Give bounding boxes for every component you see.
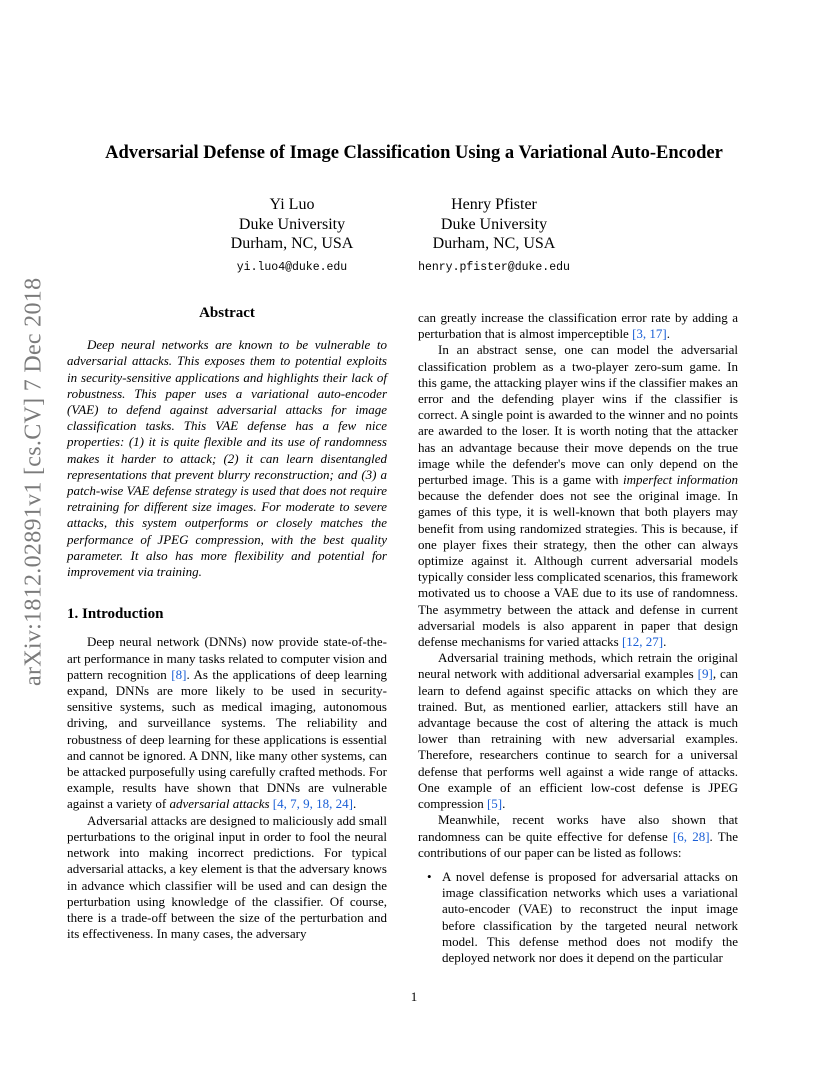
paragraph-text: . [663, 634, 667, 650]
author-block-2 [384, 195, 604, 277]
abstract-text: Deep neural networks are known to be vulnerable to adversarial attacks. This exposes them to potential exploits in security-sensitive applications and highlights their lack of robustness. This paper uses a variational auto-encoder (VAE) to defend against adversarial attacks for image classification tasks. This VAE defense has a few nice properties: (1) it is quite flexible and its use of randomness makes it harder to attack; (2) it can learn disentangled representations that prevent blurry reconstruction; and (3) a patch-wise VAE defense strategy is used that does not require retraining for different size images. For moderate to severe attacks, this system outperforms or closely matches the performance of JPEG compression, with the best quality parameter. It also has more flexibility and potential for improvement via training. [67, 337, 387, 580]
author-name: Henry Pfister [451, 196, 537, 213]
paragraph-text: Meanwhile, recent works have also shown that randomness can be quite effective for defense [418, 812, 738, 844]
intro-paragraph-5 [418, 812, 738, 861]
author-name: Yi Luo [269, 196, 315, 213]
intro-paragraph-3 [418, 342, 738, 650]
paragraph-text: because the defender does not see the original image. In games of this type, it is well-known that both players may benefit from using randomized strategies. This is because, if one player fixes their strategy, then the other can always optimize against it. Although current adversarial models typically consider less complicated scenarios, this framework motivated us to choose a VAE due to its use of randomness. The asymmetry between the attack and defense in current adversarial models is also apparent in paper that design defense mechanisms for varied attacks [418, 488, 738, 650]
citation-link[interactable]: [3, 17] [632, 326, 667, 342]
author-location: Durham, NC, USA [432, 235, 556, 252]
page-number: 1 [410, 989, 418, 1004]
bullet-icon: • [427, 868, 432, 884]
author-email[interactable]: yi.luo4@duke.edu [236, 260, 348, 274]
contributions-list [418, 869, 738, 966]
arxiv-identifier: arXiv:1812.02891v1 [cs.CV] 7 Dec 2018 [20, 277, 47, 687]
emphasis-text: imperfect information [623, 472, 738, 488]
citation-link[interactable]: [6, 28] [672, 828, 710, 844]
intro-paragraph-2: Adversarial attacks are designed to maliciously add small perturbations to the original input in order to fool the neural network into making incorrect predictions. For typical adversarial attacks, a key element is that the adversary knows in advance which classifier will be used and can design the perturbation using knowledge of the classifier. Of course, there is a trade-off between the size of the perturbation and its effectiveness. In many cases, the adversary [67, 812, 387, 942]
right-column [418, 310, 738, 966]
citation-link[interactable]: [5] [486, 796, 503, 812]
author-affiliation: Duke University [440, 215, 548, 233]
list-item [418, 869, 738, 966]
citation-link[interactable]: [8] [171, 666, 187, 682]
left-column [67, 305, 387, 942]
paragraph-text: can greatly increase the classification error rate by adding a perturbation that is almost imperceptible [418, 310, 738, 342]
citation-link[interactable]: [4, 7, 9, 18, 24] [272, 796, 353, 812]
intro-paragraph-4 [418, 650, 738, 812]
author-email[interactable]: henry.pfister@duke.edu [418, 260, 570, 274]
paragraph-text: Adversarial training methods, which retrain the original neural network with additional adversarial examples [418, 650, 738, 682]
paragraph-text: . [502, 796, 506, 812]
paper-title: Adversarial Defense of Image Classification Using a Variational Auto-Encoder [105, 143, 723, 163]
paragraph-text: . As the applications of deep learning expand, DNNs are more likely to be used in security-sensitive systems, such as medical imaging, autonomous driving, and surveillance systems. The reliability and robustness of deep learning for these applications is essential and cannot be ignored. A DNN, like many other systems, can be attacked purposefully using carefully crafted methods. For example, results have shown that DNNs are vulnerable against a variety of [67, 666, 387, 812]
section-heading-introduction: 1. Introduction [67, 606, 164, 623]
emphasis-text: adversarial attacks [169, 796, 270, 812]
paragraph-text: In an abstract sense, one can model the adversarial classification problem as a two-player zero-sum game. In this game, the attacking player wins if the classifier makes an error and the defending player wins if the classifier is correct. A single point is awarded to the winner and no points are awarded to the loser. It is worth noting that the attacker has an advantage because their move depends on the true image while the defender's move can only depend on the perturbed image. This is a game with [418, 342, 738, 488]
list-item-text: A novel defense is proposed for adversarial attacks on image classification networks which uses a variational auto-encoder (VAE) to reconstruct the input image before classification by the targeted neural network model. This defense method does not modify the deployed network nor does it depend on the particular [442, 868, 738, 965]
paragraph-text: . [352, 796, 357, 812]
citation-link[interactable]: [9] [697, 666, 713, 682]
author-block-1 [182, 195, 402, 277]
intro-paragraph-continued [418, 310, 738, 342]
abstract-heading: Abstract [199, 305, 255, 321]
citation-link[interactable]: [12, 27] [621, 634, 664, 650]
paragraph-text: Deep neural network (DNNs) now provide state-of-the-art performance in many tasks related to computer vision and pattern recognition [67, 634, 387, 682]
paragraph-text: . [666, 326, 671, 342]
paragraph-text: . The contributions of our paper can be listed as follows: [418, 828, 738, 860]
author-location: Durham, NC, USA [230, 235, 354, 252]
author-affiliation: Duke University [238, 215, 346, 233]
intro-paragraph-1 [67, 634, 387, 812]
paragraph-text: , can learn to defend against specific attacks on which they are trained. But, as mentioned earlier, attackers still have an advantage because the cost of altering the attack is much lower than retraining with new adversarial examples. Therefore, researchers continue to search for a universal defense that performs well against a wide range of attacks. One example of an efficient low-cost defense is JPEG compression [418, 666, 738, 812]
